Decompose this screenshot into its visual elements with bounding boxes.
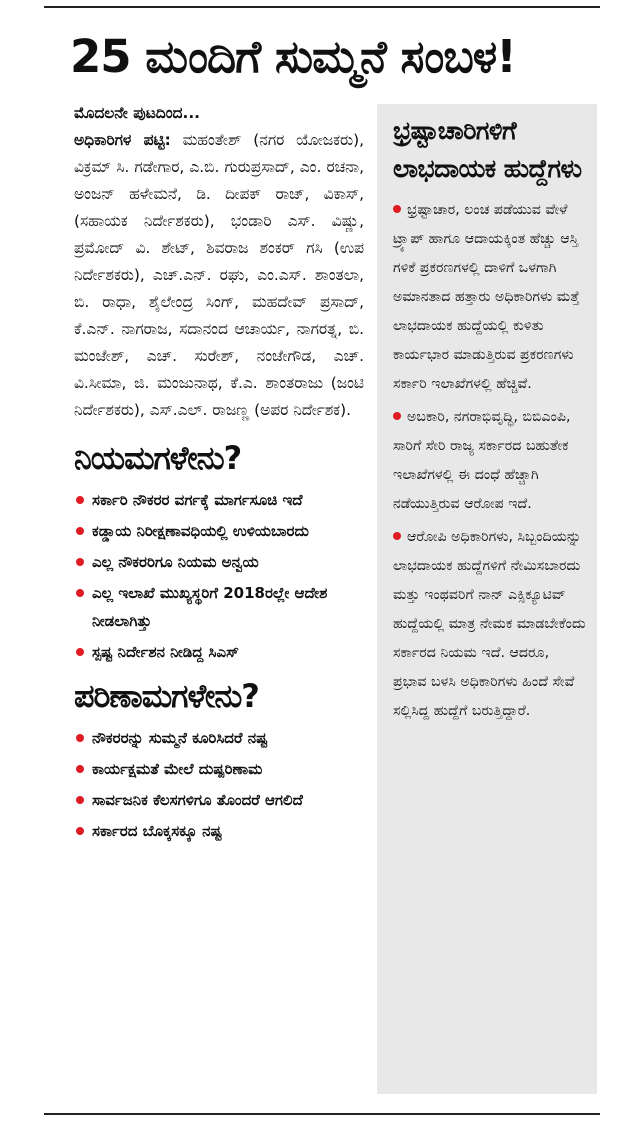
sidebar-paragraph	[393, 523, 587, 726]
list-item	[74, 638, 364, 666]
list-item-text: ಸ್ಪಷ್ಟ ನಿರ್ದೇಶನ ನೀಡಿದ್ದ ಸಿಎಸ್	[92, 643, 239, 661]
sidebar-paragraph	[393, 403, 587, 519]
consequences-heading: ಪರಿಣಾಮಗಳೇನು?	[74, 677, 259, 715]
list-item-text: ಎಲ್ಲ ನೌಕರರಿಗೂ ನಿಯಮ ಅನ್ವಯ	[92, 553, 259, 571]
main-column	[74, 100, 364, 848]
list-item	[74, 579, 364, 635]
top-rule	[44, 6, 600, 8]
list-item-text: ಕಾರ್ಯಕ್ಷಮತೆ ಮೇಲೆ ದುಷ್ಪರಿಣಾಮ	[92, 760, 263, 778]
continuation-note: ಮೊದಲನೇ ಪುಟದಿಂದ...	[74, 104, 201, 122]
bullet-dot-icon	[76, 589, 84, 597]
bullet-dot-icon	[76, 765, 84, 773]
officers-list-label: ಅಧಿಕಾರಿಗಳ ಪಟ್ಟಿ:	[74, 131, 171, 149]
list-item	[74, 517, 364, 545]
sidebar-paragraph-text: ಭ್ರಷ್ಟಾಚಾರ, ಲಂಚ ಪಡೆಯುವ ವೇಳೆ ಟ್ರ್ಯಾಪ್ ಹಾಗೂ ಆದಾಯಕ್ಕಿಂತ ಹೆಚ್ಚು ಆಸ್ತಿ ಗಳಿಕೆ ಪ್ರಕರಣಗಳಲ್ಲಿ ದಾಳಿಗೆ ಒಳಗಾಗಿ ಅಮಾನತಾದ ಹತ್ತಾರು ಅಧಿಕಾರಿಗಳು ಮತ್ತೆ ಲಾಭದಾಯಕ ಹುದ್ದೆಯಲ್ಲಿ ಕುಳಿತು ಕಾರ್ಯಭಾರ ಮಾಡುತ್ತಿರುವ ಪ್ರಕರಣಗಳು ಸರ್ಕಾರಿ ಇಲಾಖೆಗಳಲ್ಲಿ ಹೆಚ್ಚಿವೆ.	[393, 202, 580, 392]
list-item	[74, 486, 364, 514]
list-item-text: ಕಡ್ಡಾಯ ನಿರೀಕ್ಷಣಾವಧಿಯಲ್ಲಿ ಉಳಿಯಬಾರದು	[92, 522, 309, 540]
sidebar-paragraph	[393, 196, 587, 399]
sidebar-title: ಭ್ರಷ್ಟಾಚಾರಿಗಳಿಗೆ ಲಾಭದಾಯಕ ಹುದ್ದೆಗಳು	[393, 116, 582, 183]
bullet-dot-icon	[76, 734, 84, 742]
sidebar-paragraph-text: ಆರೋಪಿ ಅಧಿಕಾರಿಗಳು, ಸಿಬ್ಬಂದಿಯನ್ನು ಲಾಭದಾಯಕ ಹುದ್ದೆಗಳಿಗೆ ನೇಮಿಸಬಾರದು ಮತ್ತು ಇಂಥವರಿಗೆ ನಾನ್ ಎಕ್ಸಿಕ್ಯೂಟಿವ್ ಹುದ್ದೆಯಲ್ಲಿ ಮಾತ್ರ ನೇಮಕ ಮಾಡಬೇಕೆಂದು ಸರ್ಕಾರದ ನಿಯಮ ಇದೆ. ಆದರೂ, ಪ್ರಭಾವ ಬಳಸಿ ಅಧಿಕಾರಿಗಳು ಹಿಂದೆ ಸೇವೆ ಸಲ್ಲಿಸಿದ್ದ ಹುದ್ದೆಗೆ ಬರುತ್ತಿದ್ದಾರೆ.	[393, 529, 586, 719]
list-item	[74, 755, 364, 783]
bullet-dot-icon	[393, 532, 401, 540]
list-item	[74, 817, 364, 845]
bullet-dot-icon	[76, 558, 84, 566]
rules-heading: ನಿಯಮಗಳೇನು?	[74, 439, 242, 477]
intro-paragraph	[74, 100, 364, 424]
list-item	[74, 786, 364, 814]
bullet-dot-icon	[393, 205, 401, 213]
bullet-dot-icon	[76, 496, 84, 504]
sidebar-paragraph-text: ಅಬಕಾರಿ, ನಗರಾಭಿವೃದ್ಧಿ, ಬಿಬಿಎಂಪಿ, ಸಾರಿಗೆ ಸೇರಿ ರಾಜ್ಯ ಸರ್ಕಾರದ ಬಹುತೇಕ ಇಲಾಖೆಗಳಲ್ಲಿ ಈ ದಂಧೆ ಹೆಚ್ಚಾಗಿ ನಡೆಯುತ್ತಿರುವ ಆರೋಪ ಇದೆ.	[393, 409, 571, 512]
bottom-rule	[44, 1113, 600, 1115]
bullet-dot-icon	[76, 796, 84, 804]
list-item	[74, 724, 364, 752]
officers-list-text: ಮಹಂತೇಶ್ (ನಗರ ಯೋಜಕರು), ವಿಕ್ರಮ್ ಸಿ. ಗಡೇಗಾರ, ಎ.ಬಿ. ಗುರುಪ್ರಸಾದ್, ಎಂ. ರಚನಾ, ಅಂಜನ್ ಹಳೇಮನೆ, ಡಿ. ದೀಪಕ್ ರಾಜ್, ವಿಕಾಸ್, (ಸಹಾಯಕ ನಿರ್ದೇಶಕರು), ಭಂಡಾರಿ ಎಸ್. ವಿಷ್ಣು, ಪ್ರಮೋದ್ ವಿ. ಶೇಟ್, ಶಿವರಾಜ ಶಂಕರ್ ಗಸಿ (ಉಪ ನಿರ್ದೇಶಕರು), ಎಚ್.ಎನ್. ರಘು, ಎಂ.ಎಸ್. ಶಾಂತಲಾ, ಬಿ. ರಾಧಾ, ಶೈಲೇಂದ್ರ ಸಿಂಗ್, ಮಹದೇವ್ ಪ್ರಸಾದ್, ಕೆ.ಎನ್. ನಾಗರಾಜ, ಸದಾನಂದ ಆಚಾರ್ಯ, ನಾಗರತ್ನ, ಬಿ. ಮಂಜೇಶ್, ಎಚ್. ಸುರೇಶ್, ನಂಜೇಗೌಡ, ಎಚ್. ವಿ.ಸೀಮಾ, ಜಿ. ಮಂಜುನಾಥ, ಕೆ.ಎ. ಶಾಂತರಾಜು (ಜಂಟಿ ನಿರ್ದೇಶಕರು), ಎಸ್.ಎಲ್. ರಾಜಣ್ಣ (ಅಪರ ನಿರ್ದೇಶಕ).	[74, 131, 364, 419]
bullet-dot-icon	[393, 412, 401, 420]
bullet-dot-icon	[76, 827, 84, 835]
list-item-text: ಸಾರ್ವಜನಿಕ ಕೆಲಸಗಳಿಗೂ ತೊಂದರೆ ಆಗಲಿದೆ	[92, 791, 303, 809]
list-item-text: ಎಲ್ಲ ಇಲಾಖೆ ಮುಖ್ಯಸ್ಥರಿಗೆ 2018ರಲ್ಲೇ ಆದೇಶ ನೀಡಲಾಗಿತ್ತು	[92, 584, 328, 630]
sidebar-box	[377, 104, 597, 1094]
bullet-dot-icon	[76, 648, 84, 656]
list-item-text: ನೌಕರರನ್ನು ಸುಮ್ಮನೆ ಕೂರಿಸಿದರೆ ನಷ್ಟ	[92, 729, 268, 747]
rules-list	[74, 486, 364, 666]
list-item	[74, 548, 364, 576]
headline: 25 ಮಂದಿಗೆ ಸುಮ್ಮನೆ ಸಂಬಳ!	[70, 30, 516, 83]
list-item-text: ಸರ್ಕಾರಿ ನೌಕರರ ವರ್ಗಕ್ಕೆ ಮಾರ್ಗಸೂಚಿ ಇದೆ	[92, 491, 303, 509]
consequences-list	[74, 724, 364, 845]
list-item-text: ಸರ್ಕಾರದ ಬೊಕ್ಕಸಕ್ಕೂ ನಷ್ಟ	[92, 822, 222, 840]
bullet-dot-icon	[76, 527, 84, 535]
